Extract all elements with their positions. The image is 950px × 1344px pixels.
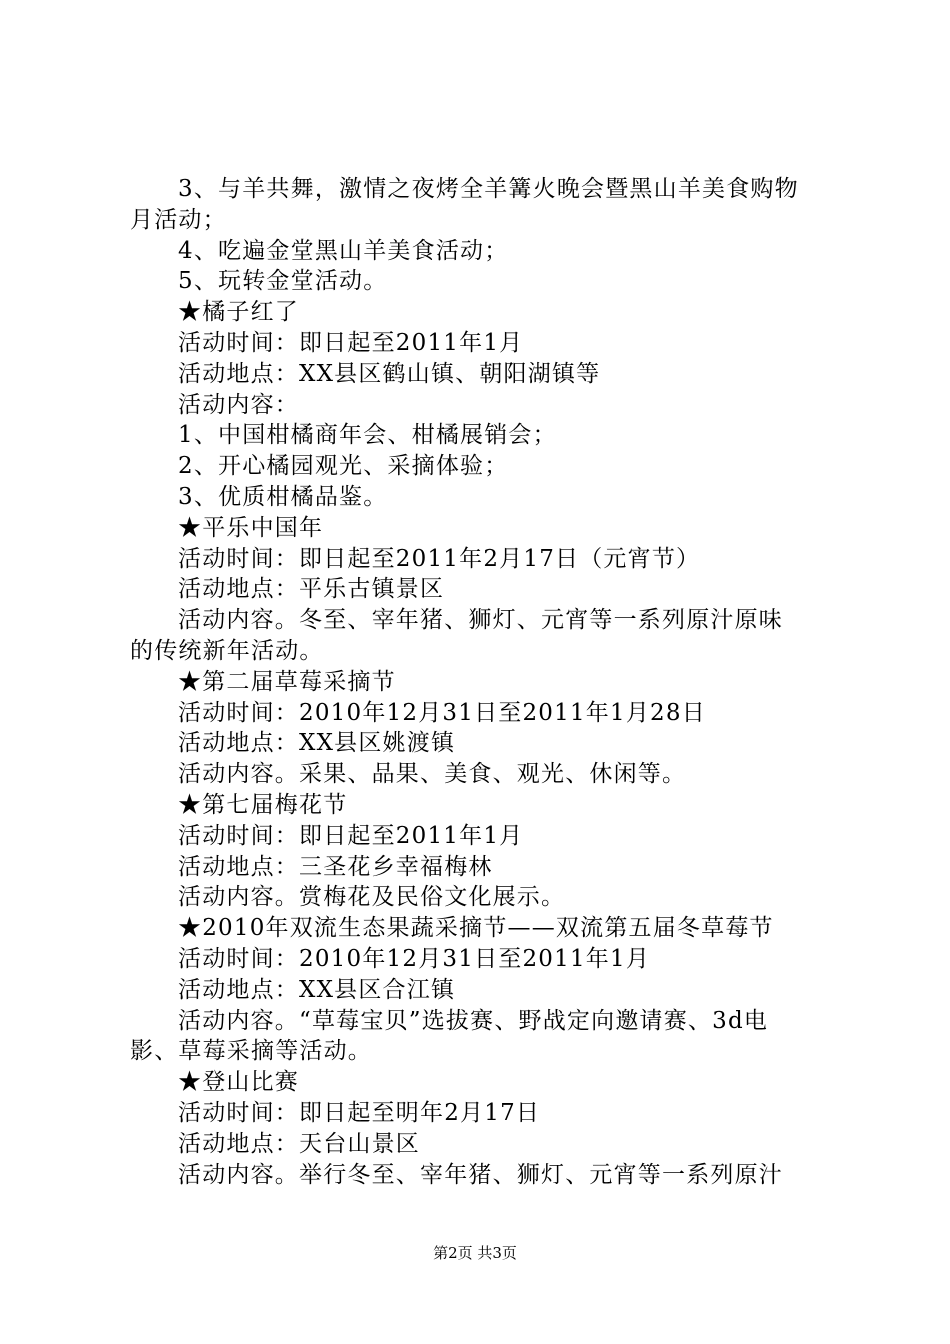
text-line: 活动内容： — [178, 391, 299, 418]
text-line: 1、中国柑橘商年会、柑橘展销会； — [178, 422, 557, 449]
text-line: 2、开心橘园观光、采摘体验； — [178, 453, 509, 480]
text-line: 3、优质柑橘品鉴。 — [178, 483, 388, 510]
text-line: 活动时间：即日起至2011年1月 — [178, 329, 524, 356]
text-line: 4、吃遍金堂黑山羊美食活动； — [178, 237, 509, 264]
text-line: ★第二届草莓采摘节 — [178, 668, 396, 695]
text-line: 活动时间：2010年12月31日至2011年1月28日 — [178, 699, 706, 726]
text-line: 影、草莓采摘等活动。 — [130, 1038, 372, 1065]
text-line: 活动时间：即日起至明年2月17日 — [178, 1099, 541, 1126]
text-line: 活动时间：2010年12月31日至2011年1月 — [178, 945, 651, 972]
text-line: 活动时间：即日起至2011年2月17日（元宵节） — [178, 545, 701, 572]
text-line: 活动地点：XX县区姚渡镇 — [178, 730, 456, 757]
document-body — [130, 174, 830, 1190]
text-line: ★登山比赛 — [178, 1069, 299, 1096]
text-line: 活动地点：XX县区鹤山镇、朝阳湖镇等 — [178, 360, 601, 387]
text-line: 5、玩转金堂活动。 — [178, 268, 388, 295]
text-line: 活动内容。冬至、宰年猪、狮灯、元宵等一系列原汁原味 — [178, 607, 783, 634]
text-line: ★橘子红了 — [178, 299, 299, 326]
text-line: ★第七届梅花节 — [178, 791, 348, 818]
text-line: 的传统新年活动。 — [130, 637, 324, 664]
text-line: 活动地点：XX县区合江镇 — [178, 976, 456, 1003]
text-line: 活动内容。采果、品果、美食、观光、休闲等。 — [178, 761, 687, 788]
text-line: 活动内容。“草莓宝贝”选拔赛、野战定向邀请赛、3d电 — [178, 1007, 769, 1034]
text-line: ★平乐中国年 — [178, 514, 324, 541]
text-line: ★2010年双流生态果蔬采摘节——双流第五届冬草莓节 — [178, 915, 774, 942]
text-line: 活动地点：平乐古镇景区 — [178, 576, 445, 603]
text-line: 活动地点：三圣花乡幸福梅林 — [178, 853, 493, 880]
text-line: 3、与羊共舞，激情之夜烤全羊篝火晚会暨黑山羊美食购物 — [178, 176, 799, 202]
text-line: 月活动； — [130, 206, 227, 233]
text-line: 活动地点：天台山景区 — [178, 1130, 420, 1157]
text-line: 活动内容。赏梅花及民俗文化展示。 — [178, 884, 566, 911]
text-line: 活动内容。举行冬至、宰年猪、狮灯、元宵等一系列原汁 — [178, 1161, 783, 1188]
page-number-footer: 第2页 共3页 — [433, 1244, 517, 1262]
text-line: 活动时间：即日起至2011年1月 — [178, 822, 524, 849]
